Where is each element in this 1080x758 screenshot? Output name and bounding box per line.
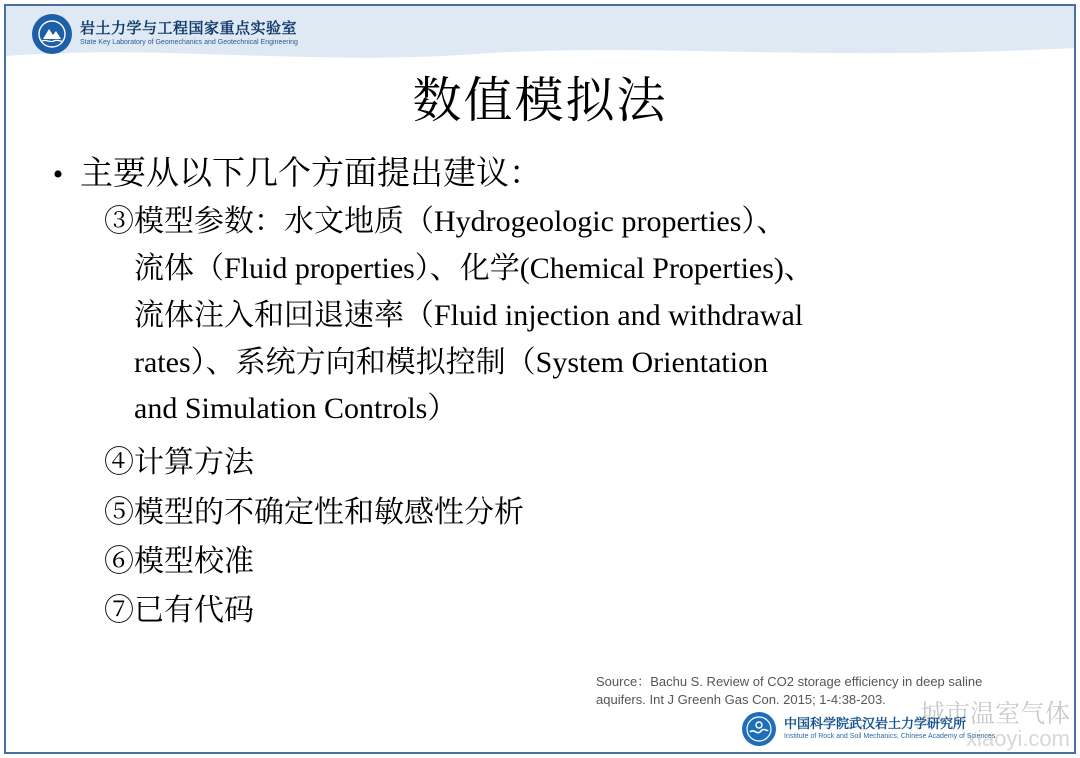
- institute-logo: [742, 712, 995, 746]
- main-bullet-text: 主要从以下几个方面提出建议：: [80, 153, 542, 192]
- slide-header-band: [6, 6, 1074, 62]
- list-item-3: [104, 199, 1046, 433]
- list-item-3-line1: ③模型参数：水文地质（Hydrogeologic properties）、: [104, 205, 787, 239]
- institute-name-cn: 中国科学院武汉岩土力学研究所: [784, 715, 967, 731]
- slide-body: [36, 152, 1046, 637]
- sub-item-list: [104, 199, 1046, 635]
- lab-name-en: State Key Laboratory of Geomechanics and Geotechnical Engineering: [80, 39, 298, 47]
- list-item-3-line2: 流体（Fluid properties）、化学(Chemical Properties)、: [134, 252, 814, 286]
- lab-name-cn: 岩土力学与工程国家重点实验室: [80, 19, 298, 37]
- lab-logo: [32, 14, 298, 54]
- list-item-5: ⑤模型的不确定性和敏感性分析: [104, 495, 524, 529]
- list-item-6: ⑥模型校准: [104, 545, 254, 579]
- list-item-7: ⑦已有代码: [104, 594, 254, 628]
- list-item-4: ④计算方法: [104, 446, 254, 480]
- main-bullet-row: [36, 152, 1046, 193]
- lab-logo-text: [80, 21, 298, 48]
- mountain-wave-logo-icon: [32, 14, 72, 54]
- list-item-3-line5: and Simulation Controls）: [134, 392, 458, 426]
- watermark-line-1: 城市温室气体: [919, 699, 1070, 728]
- source-line-2: aquifers. Int J Greenh Gas Con. 2015; 1-4:38-203.: [596, 691, 886, 707]
- watermark-line-2: xiaoyi.com: [966, 726, 1070, 751]
- list-item-3-line3: 流体注入和回退速率（Fluid injection and withdrawal: [134, 298, 804, 332]
- slide-title: 数值模拟法: [412, 72, 668, 129]
- source-citation: [596, 673, 1016, 708]
- source-line-1: Source：Bachu S. Review of CO2 storage efficiency in deep saline: [596, 674, 983, 689]
- cas-institute-logo-icon: [742, 712, 776, 746]
- bullet-dot-icon: •: [52, 158, 64, 191]
- institute-logo-text: [784, 717, 995, 742]
- list-item-3-line4: rates）、系统方向和模拟控制（System Orientation: [134, 345, 769, 379]
- institute-name-en: Institute of Rock and Soil Mechanics, Chinese Academy of Sciences: [784, 732, 996, 740]
